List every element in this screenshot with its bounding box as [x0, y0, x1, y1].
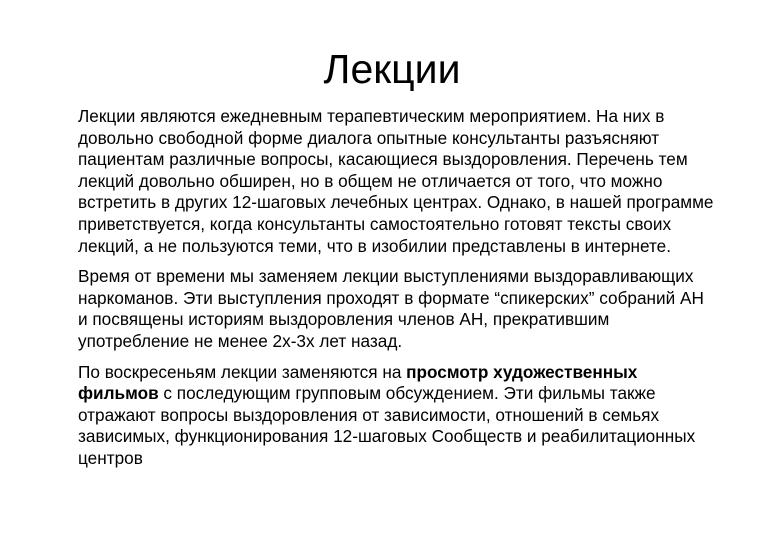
paragraph-speakers: Время от времени мы заменяем лекции выступлениями выздоравливающих наркоманов. Эти выступления проходят в формате “спикерских” собраний АН и посвящены историям выздоровления членов АН, прекратившим употребление не менее 2х-3х лет назад. — [78, 266, 704, 351]
slide-title: Лекции — [323, 46, 461, 92]
paragraph-sunday-films-rest: с последующим групповым обсуждением. Эти фильмы также отражают вопросы выздоровления от зависимости, отношений в семьях зависимых, функционирования 12-шаговых Сообществ и реабилитационных центров — [78, 383, 696, 468]
paragraph-sunday-films-intro: По воскресеньям лекции заменяются на — [78, 361, 407, 382]
film-viewing-emphasis: просмотр художественных фильмов — [78, 361, 638, 404]
slide-body — [78, 106, 718, 479]
paragraph-sunday-films — [78, 362, 718, 470]
paragraph-lectures: Лекции являются ежедневным терапевтическим мероприятием. На них в довольно свободной форме диалога опытные консультанты разъясняют пациентам различные вопросы, касающиеся выздоровления. Перечень тем лекций довольно обширен, но в общем не отличается от того, что можно встретить в других 12-шаговых лечебных центрах. Однако, в нашей программе приветствуется, когда консультанты самостоятельно готовят тексты своих лекций, а не пользуются теми, что в изобилии представлены в интернете. — [78, 106, 714, 256]
